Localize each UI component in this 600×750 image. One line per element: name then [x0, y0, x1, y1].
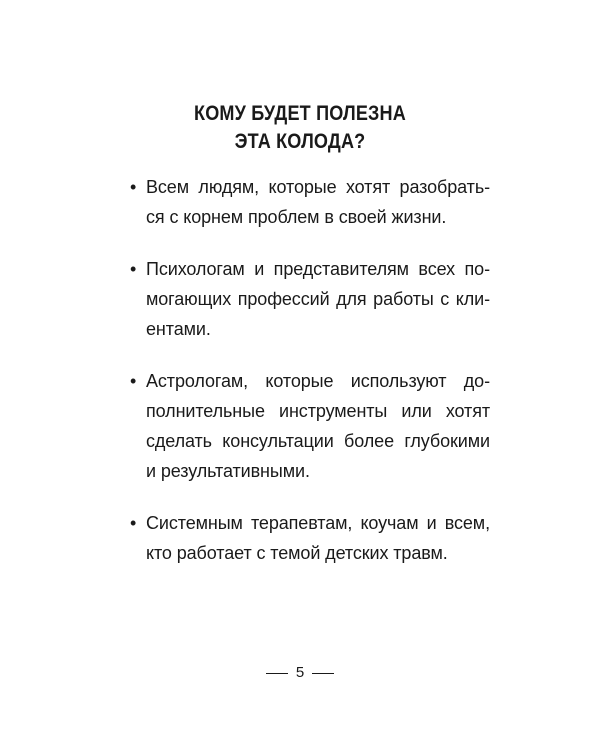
- text-line: полнительные инструменты или хотят: [146, 401, 490, 421]
- page-title: [42, 100, 558, 156]
- dash-right: [312, 673, 334, 674]
- bullet-icon: •: [130, 513, 137, 533]
- list-item-text: [146, 254, 490, 344]
- title-line-2: ЭТА КОЛОДА?: [234, 130, 366, 153]
- list-item: [130, 254, 490, 344]
- title-line-1: КОМУ БУДЕТ ПОЛЕЗНА: [194, 102, 406, 125]
- text-line: и результативными.: [146, 461, 310, 481]
- text-line: Психологам и представителям всех по-: [146, 259, 490, 279]
- text-line: Всем людям, которые хотят разобрать-: [146, 177, 490, 197]
- text-line: ентами.: [146, 319, 211, 339]
- text-line: Системным терапевтам, коучам и всем,: [146, 513, 490, 533]
- list-item-text: [146, 172, 490, 232]
- page-footer: [0, 663, 600, 683]
- text-line: Астрологам, которые используют до-: [146, 371, 490, 391]
- text-line: сделать консультации более глубокими: [146, 431, 490, 451]
- page-number: 5: [295, 664, 305, 681]
- bullet-icon: •: [130, 177, 137, 197]
- list-item: [130, 366, 490, 486]
- text-line: ся с корнем проблем в своей жизни.: [146, 207, 447, 227]
- list-item-text: [146, 366, 490, 486]
- bullet-icon: •: [130, 371, 137, 391]
- bullet-icon: •: [130, 259, 137, 279]
- audience-list: [130, 172, 490, 590]
- list-item: [130, 172, 490, 232]
- text-line: кто работает с темой детских травм.: [146, 543, 448, 563]
- list-item-text: [146, 508, 490, 568]
- list-item: [130, 508, 490, 568]
- dash-left: [266, 673, 288, 674]
- text-line: могающих профессий для работы с кли-: [146, 289, 490, 309]
